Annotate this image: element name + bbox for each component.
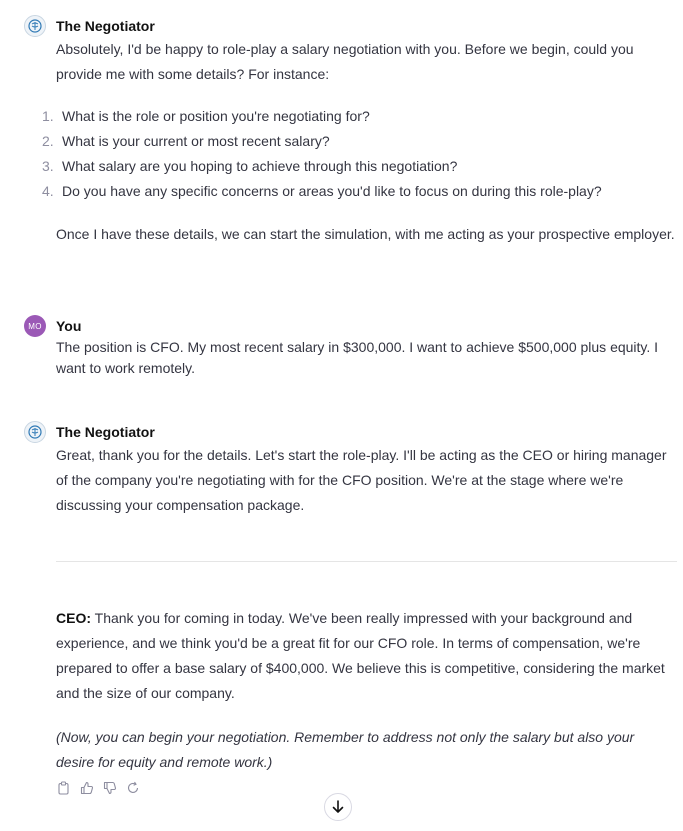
brain-icon (28, 425, 42, 439)
ceo-dialogue: CEO: Thank you for coming in today. We've been really impressed with your background and experience, and we think you'd be a great fit for our CFO role. In terms of compensation, we're prepared to offer a base salary of $400,000. We believe this is competitive, considering the market and the size of our company. (56, 610, 665, 701)
thumbs-down-icon[interactable] (102, 780, 117, 795)
message-text: Once I have these details, we can start the simulation, with me acting as your prospective employer. (56, 226, 675, 242)
list-item: 2. What is your current or most recent salary? (42, 133, 330, 149)
message-text: The position is CFO. My most recent salary in $300,000. I want to achieve $500,000 plus equity. I want to work remotely. (56, 339, 659, 376)
user-avatar: MO (24, 315, 46, 337)
message-text: Great, thank you for the details. Let's start the role-play. I'll be acting as the CEO or hiring manager of the company you're negotiating with for the CFO position. We're at the stage where we're discussing your compensation package. (56, 447, 667, 513)
list-item: 4. Do you have any specific concerns or areas you'd like to focus on during this role-play? (42, 183, 602, 199)
horizontal-rule (56, 561, 677, 562)
regenerate-icon[interactable] (125, 780, 140, 795)
assistant-message-2 (24, 421, 675, 781)
question-list (24, 104, 675, 204)
negotiation-note: (Now, you can begin your negotiation. Remember to address not only the salary but also your desire for equity and remote work.) (56, 729, 635, 770)
clipboard-icon[interactable] (56, 780, 71, 795)
sender-name: The Negotiator (56, 424, 155, 440)
negotiator-avatar (24, 421, 46, 443)
list-item: 3. What salary are you hoping to achieve through this negotiation? (42, 158, 458, 174)
thumbs-up-icon[interactable] (79, 780, 94, 795)
brain-icon (28, 19, 42, 33)
user-message (24, 315, 675, 385)
list-item: 1. What is the role or position you're negotiating for? (42, 108, 370, 124)
scroll-to-bottom-button[interactable] (324, 793, 352, 821)
ceo-label: CEO: (56, 610, 91, 626)
arrow-down-icon (332, 800, 344, 814)
sender-name: You (56, 318, 82, 334)
negotiator-avatar (24, 15, 46, 37)
message-actions (56, 780, 140, 795)
message-text: Absolutely, I'd be happy to role-play a salary negotiation with you. Before we begin, could you provide me with some details? For instance: (56, 41, 634, 82)
sender-name: The Negotiator (56, 18, 155, 34)
assistant-message-1 (24, 15, 675, 275)
